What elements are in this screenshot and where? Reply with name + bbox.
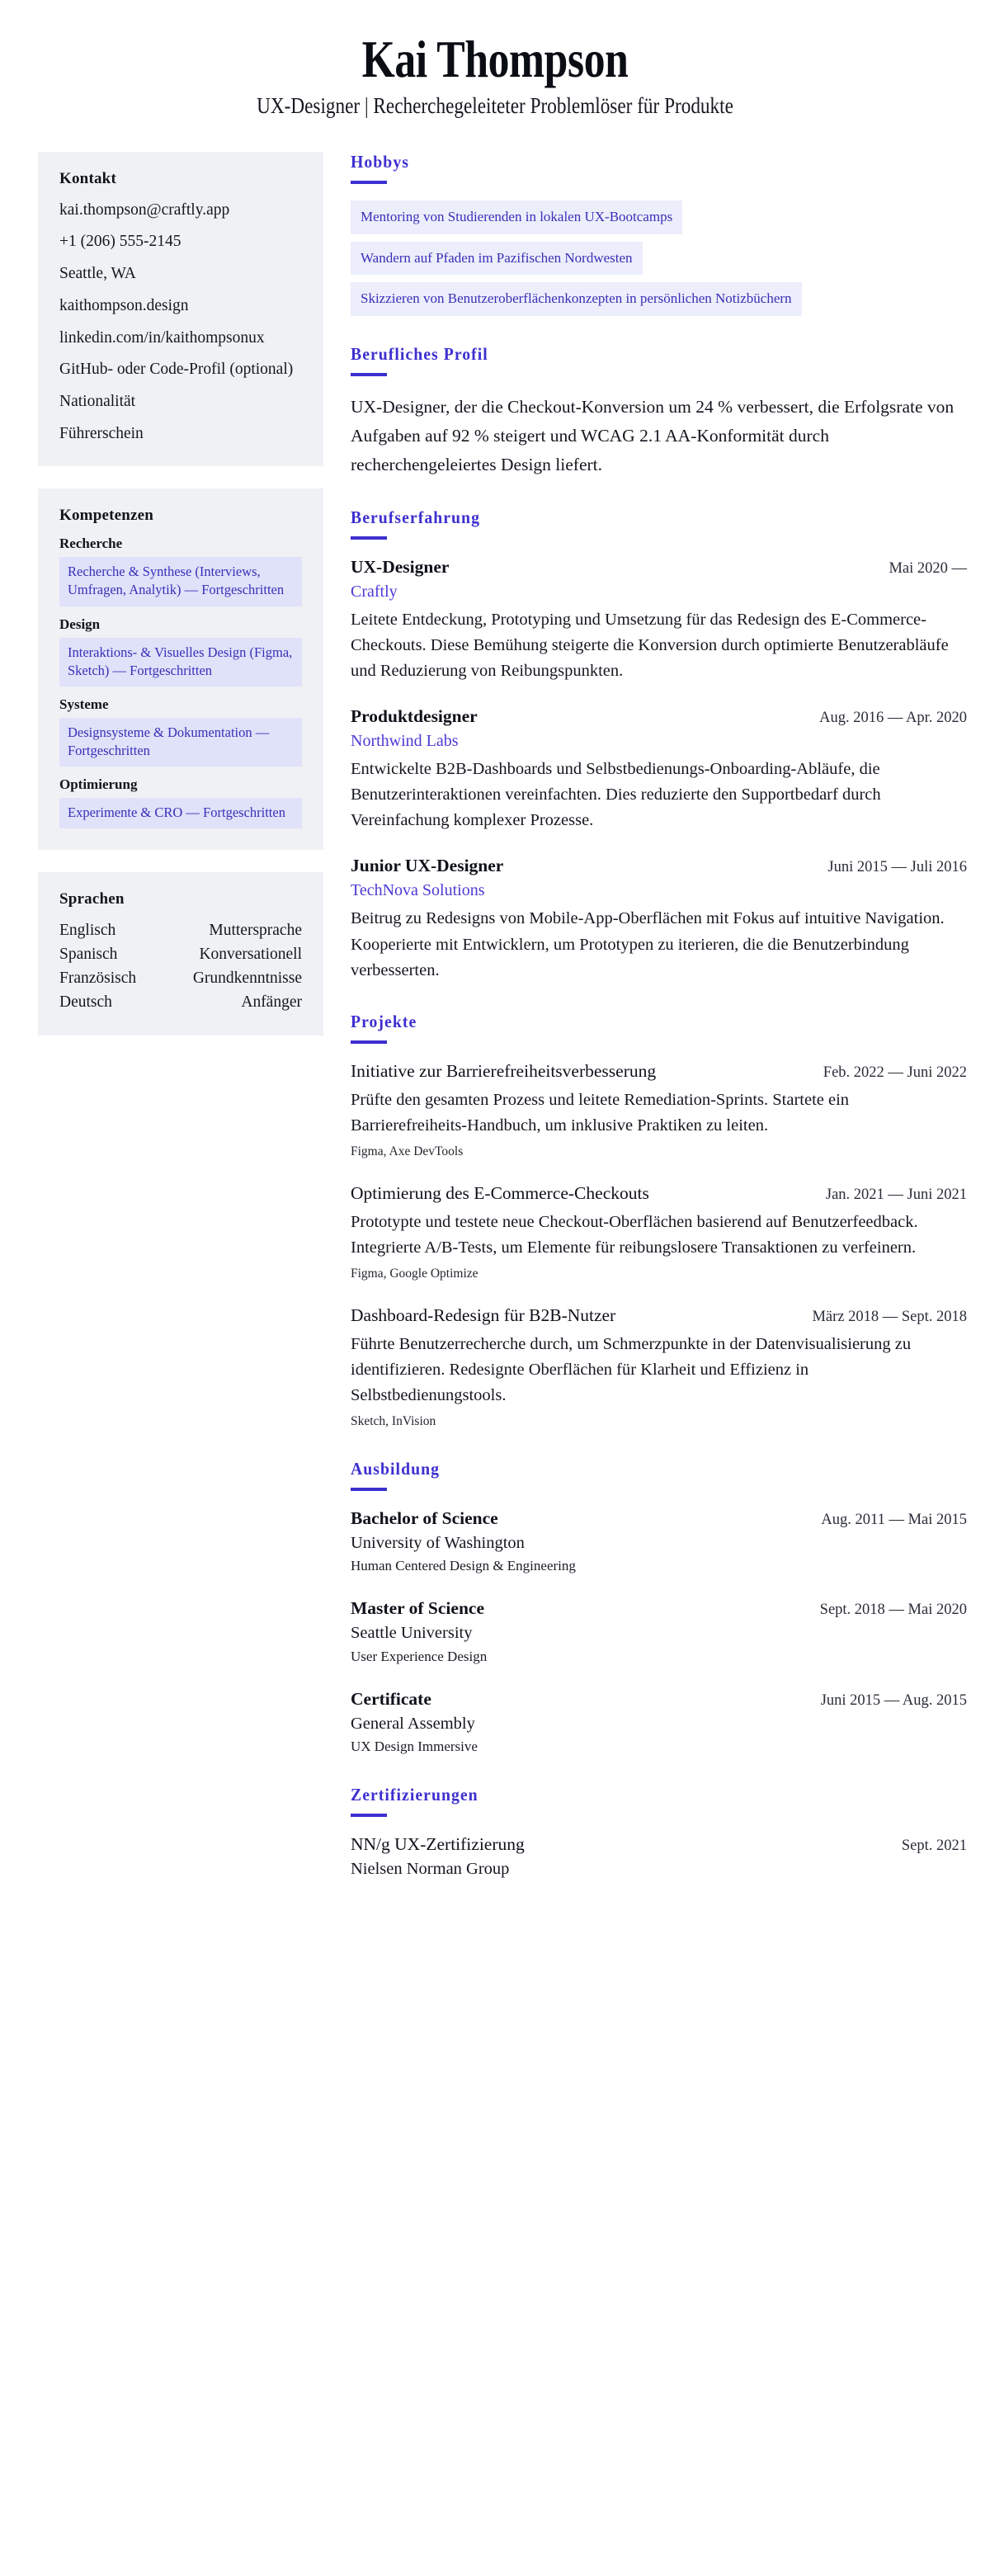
section-rule xyxy=(351,181,387,184)
contact-nationality: Nationalität xyxy=(59,392,136,410)
skill-group xyxy=(59,535,302,606)
certification-entry xyxy=(351,1833,967,1881)
education-date: Juni 2015 — Aug. 2015 xyxy=(820,1691,967,1709)
contact-location: Seattle, WA xyxy=(59,265,136,283)
language-row xyxy=(59,943,302,967)
skill-chip: Recherche & Synthese (Interviews, Umfragen, Analytik) — Fortgeschritten xyxy=(59,557,302,606)
job-role: UX-Designer xyxy=(351,556,450,577)
entry-header xyxy=(351,556,967,579)
education-degree: Bachelor of Science xyxy=(351,1507,498,1528)
entry-header xyxy=(351,1060,967,1083)
language-name: Englisch xyxy=(59,922,116,940)
skills-card xyxy=(38,488,323,850)
skill-group xyxy=(59,696,302,767)
hobby-chip: Wandern auf Pfaden im Pazifischen Nordwesten xyxy=(351,242,643,276)
skill-chip: Interaktions- & Visuelles Design (Figma, Sketch) — Fortgeschritten xyxy=(59,638,302,686)
section-education xyxy=(351,1459,967,1757)
project-date: Feb. 2022 — Juni 2022 xyxy=(823,1064,967,1081)
entry-header xyxy=(351,705,967,729)
education-field: Human Centered Design & Engineering xyxy=(351,1558,576,1574)
project-description: Führte Benutzerrecherche durch, um Schmerzpunkte in der Datenvisualisierung zu identifizieren. Redesignte Oberflächen für Klarheit und Effizienz in Selbstbedienungstools. xyxy=(351,1334,912,1404)
hobby-chip: Skizzieren von Benutzeroberflächenkonzepten in persönlichen Notizbüchern xyxy=(351,282,802,316)
education-entry xyxy=(351,1597,967,1666)
project-name: Dashboard-Redesign für B2B-Nutzer xyxy=(351,1305,616,1325)
education-institution: Seattle University xyxy=(351,1624,473,1643)
education-date: Sept. 2018 — Mai 2020 xyxy=(819,1602,967,1619)
skill-group xyxy=(59,616,302,686)
skill-category-label: Design xyxy=(59,616,101,632)
entry-header xyxy=(351,1688,967,1711)
contact-driving-license: Führerschein xyxy=(59,424,144,442)
language-row xyxy=(59,919,302,943)
resume-header xyxy=(0,0,990,129)
skill-category-label: Systeme xyxy=(59,696,109,712)
job-company: TechNova Solutions xyxy=(351,881,485,900)
skill-chip: Designsysteme & Dokumentation — Fortgeschritten xyxy=(59,718,302,767)
certification-name: NN/g UX-Zertifizierung xyxy=(351,1834,525,1855)
project-entry xyxy=(351,1182,967,1283)
experience-entry xyxy=(351,705,967,833)
project-description: Prüfte den gesamten Prozess und leitete Remediation-Sprints. Startete ein Barrierefreiheits-Handbuch, um inklusive Praktiken zu leiten. xyxy=(351,1090,850,1135)
experience-title: Berufserfahrung xyxy=(351,507,480,527)
education-degree: Master of Science xyxy=(351,1598,484,1619)
contact-linkedin[interactable]: linkedin.com/in/kaithompsonux xyxy=(59,328,265,347)
project-tech: Sketch, InVision xyxy=(351,1414,436,1429)
language-name: Französisch xyxy=(59,969,137,987)
project-tech: Figma, Google Optimize xyxy=(351,1267,478,1281)
language-name: Deutsch xyxy=(59,993,112,1011)
projects-title: Projekte xyxy=(351,1011,417,1031)
job-date: Aug. 2016 — Apr. 2020 xyxy=(819,710,967,727)
job-role: Produktdesigner xyxy=(351,706,478,727)
languages-card xyxy=(38,872,323,1036)
experience-entry xyxy=(351,556,967,684)
section-rule xyxy=(351,1040,387,1044)
project-description: Prototypte und testete neue Checkout-Oberflächen basierend auf Benutzerfeedback. Integrierte A/B-Tests, um Elemente für reibungslosere Transaktionen zu verfeinern. xyxy=(351,1212,918,1257)
certification-issuer: Nielsen Norman Group xyxy=(351,1860,510,1879)
language-row xyxy=(59,967,302,991)
education-degree: Certificate xyxy=(351,1688,431,1709)
profile-title: Berufliches Profil xyxy=(351,344,488,365)
skill-group xyxy=(59,776,302,828)
language-level: Grundkenntnisse xyxy=(192,969,302,987)
skill-category-label: Optimierung xyxy=(59,776,138,792)
section-rule xyxy=(351,1488,387,1491)
section-profile xyxy=(351,344,967,479)
job-description: Leitete Entdeckung, Prototyping und Umsetzung für das Redesign des E-Commerce-Checkouts. Diese Bemühung steigerte die Konversion durch optimierte Benutzerabläufe und Reduzierung von Reibungspunkten. xyxy=(351,610,949,680)
contact-phone[interactable]: +1 (206) 555-2145 xyxy=(59,233,182,251)
entry-header xyxy=(351,855,967,878)
section-projects xyxy=(351,1012,967,1431)
candidate-name: Kai Thompson xyxy=(361,31,629,88)
project-entry xyxy=(351,1060,967,1161)
section-rule xyxy=(351,373,387,376)
job-description: Entwickelte B2B-Dashboards und Selbstbedienungs-Onboarding-Abläufe, die Benutzerinteraktionen vereinfachten. Dies reduzierte den Supportbedarf durch Vereinfachung komplexer Prozesse. xyxy=(351,760,881,830)
entry-header xyxy=(351,1597,967,1621)
hobby-chip: Mentoring von Studierenden in lokalen UX-Bootcamps xyxy=(351,201,682,234)
education-entry xyxy=(351,1507,967,1576)
resume-body xyxy=(0,129,990,1914)
entry-header xyxy=(351,1507,967,1531)
job-role: Junior UX-Designer xyxy=(351,856,504,876)
languages-title: Sprachen xyxy=(59,890,125,908)
project-date: Jan. 2021 — Juni 2021 xyxy=(825,1186,967,1203)
contact-title: Kontakt xyxy=(59,169,116,187)
skills-title: Kompetenzen xyxy=(59,507,154,525)
job-description: Beitrug zu Redesigns von Mobile-App-Oberflächen mit Fokus auf intuitive Navigation. Kooperierte mit Entwicklern, um Prototypen zu iterieren, die die Benutzerbindung verbesserten. xyxy=(351,909,945,979)
skill-chip: Experimente & CRO — Fortgeschritten xyxy=(59,798,302,828)
education-field: UX Design Immersive xyxy=(351,1739,478,1755)
education-institution: University of Washington xyxy=(351,1533,525,1552)
education-field: User Experience Design xyxy=(351,1648,488,1664)
education-entry xyxy=(351,1688,967,1757)
sidebar xyxy=(38,152,323,1036)
language-level: Anfänger xyxy=(241,993,302,1011)
job-company: Northwind Labs xyxy=(351,732,459,750)
section-hobbies xyxy=(351,152,967,316)
profile-summary: UX-Designer, der die Checkout-Konversion um 24 % verbessert, die Erfolgsrate von Aufgaben auf 92 % steigert und WCAG 2.1 AA-Konformität durch recherchengeleiertes Design liefert. xyxy=(351,397,955,474)
entry-header xyxy=(351,1182,967,1205)
section-rule xyxy=(351,1814,387,1817)
skill-category-label: Recherche xyxy=(59,535,123,552)
job-date: Mai 2020 — xyxy=(889,559,967,577)
section-experience xyxy=(351,507,967,984)
contact-github[interactable]: GitHub- oder Code-Profil (optional) xyxy=(59,361,294,379)
project-tech: Figma, Axe DevTools xyxy=(351,1144,464,1159)
main-content xyxy=(351,152,974,1881)
hobbies-title: Hobbys xyxy=(351,151,409,172)
experience-entry xyxy=(351,855,967,983)
job-date: Juni 2015 — Juli 2016 xyxy=(827,859,967,876)
section-certifications xyxy=(351,1785,967,1881)
entry-header xyxy=(351,1833,967,1857)
education-institution: General Assembly xyxy=(351,1714,475,1733)
language-level: Muttersprache xyxy=(209,922,302,940)
certification-date: Sept. 2021 xyxy=(901,1838,967,1855)
education-date: Aug. 2011 — Mai 2015 xyxy=(821,1511,967,1528)
contact-list xyxy=(59,199,302,446)
language-level: Konversationell xyxy=(199,945,302,963)
candidate-headline: UX-Designer | Recherchegeleiteter Problemlöser für Produkte xyxy=(257,93,733,119)
entry-header xyxy=(351,1305,967,1328)
section-rule xyxy=(351,536,387,540)
project-name: Optimierung des E-Commerce-Checkouts xyxy=(351,1182,649,1203)
contact-email[interactable]: kai.thompson@craftly.app xyxy=(59,201,230,219)
contact-website[interactable]: kaithompson.design xyxy=(59,296,189,314)
project-date: März 2018 — Sept. 2018 xyxy=(812,1308,967,1325)
project-entry xyxy=(351,1305,967,1431)
language-row xyxy=(59,991,302,1015)
contact-card xyxy=(38,152,323,467)
education-title: Ausbildung xyxy=(351,1458,441,1479)
job-company: Craftly xyxy=(351,582,398,601)
language-name: Spanisch xyxy=(59,945,118,963)
project-name: Initiative zur Barrierefreiheitsverbesserung xyxy=(351,1060,657,1081)
certifications-title: Zertifizierungen xyxy=(351,1785,478,1805)
